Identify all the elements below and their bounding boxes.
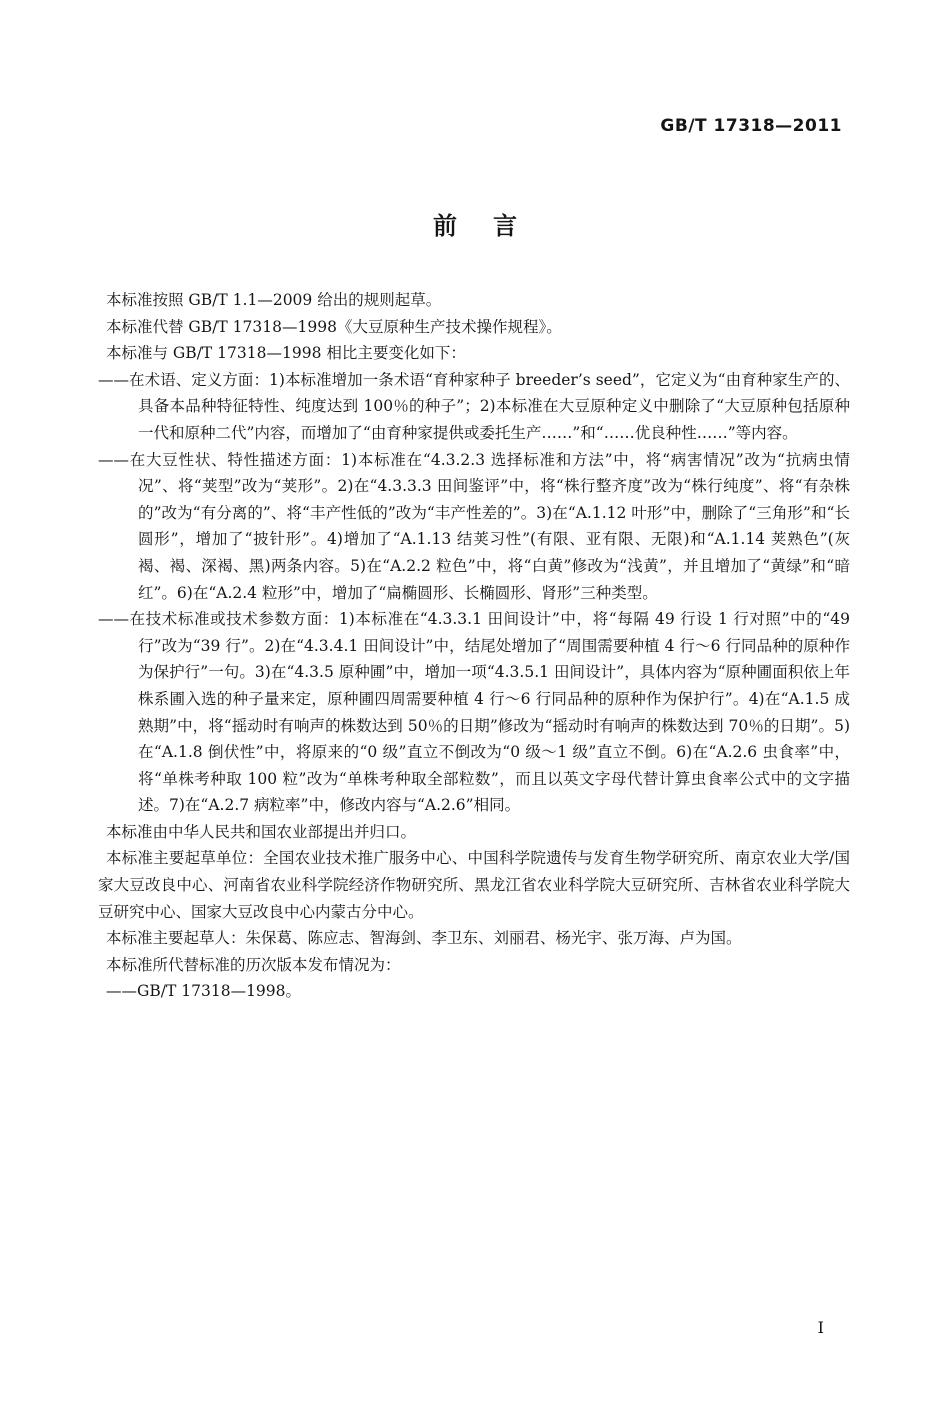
paragraph-proposed-by: 本标准由中华人民共和国农业部提出并归口。 <box>106 822 417 841</box>
change-item-terms: ——在术语、定义方面：1)本标准增加一条术语“育种家种子 breeder’s seed”，它定义为“由育种家生产的、具备本品种特征特性、纯度达到 100％的种子”；2)本标准在大豆原种定义中删除了“大豆原种包括原种一代和原种二代”内容，而增加了“由育种家提供或委托生产……”和“……优良种性……”等内容。 <box>98 370 850 442</box>
paragraph-history-item: ——GB/T 17318—1998。 <box>106 982 302 1001</box>
document-body <box>98 287 850 1005</box>
change-item-parameters: ——在技术标准或技术参数方面：1)本标准在“4.3.3.1 田间设计”中，将“每隔 49 行设 1 行对照”中的“49 行”改为“39 行”。2)在“4.3.4.1 田间设计”中，结尾处增加了“周围需要种植 4 行～6 行同品种的原种作为保护行”一句。3)在“4.3.5 原种圃”中，增加一项“4.3.5.1 田间设计”，具体内容为“原种圃面积依上年株系圃入选的种子量来定，原种圃四周需要种植 4 行～6 行同品种的原种作为保护行”。4)在“A.1.5 成熟期”中，将“摇动时有响声的株数达到 50％的日期”修改为“摇动时有响声的株数达到 70％的日期”。5)在“A.1.8 倒伏性”中，将原来的“0 级”直立不倒改为“0 级～1 级”直立不倒。6)在“A.2.6 虫食率”中，将“单株考种取 100 粒”改为“单株考种取全部粒数”，而且以英文字母代替计算虫食率公式中的文字描述。7)在“A.2.7 病粒率”中，修改内容与“A.2.6”相同。 <box>98 610 850 815</box>
page-title: 前言 <box>433 212 553 240</box>
paragraph-replaces: 本标准代替 GB/T 17318—1998《大豆原种生产技术操作规程》。 <box>106 317 562 336</box>
page-number: I <box>817 1318 824 1337</box>
paragraph-drafting-units: 本标准主要起草单位：全国农业技术推广服务中心、中国科学院遗传与发育生物学研究所、南京农业大学/国家大豆改良中心、河南省农业科学院经济作物研究所、黑龙江省农业科学院大豆研究所、吉林省农业科学院大豆研究中心、国家大豆改良中心内蒙古分中心。 <box>98 849 850 921</box>
change-item-traits: ——在大豆性状、特性描述方面：1)本标准在“4.3.2.3 选择标准和方法”中，将“病害情况”改为“抗病虫情况”、将“荚型”改为“荚形”。2)在“4.3.3.3 田间鉴评”中，将“株行整齐度”改为“株行纯度”、将“有杂株的”改为“有分离的”、将“丰产性低的”改为“丰产性差的”。3)在“A.1.12 叶形”中，删除了“三角形”和“长圆形”，增加了“披针形”。4)增加了“A.1.13 结荚习性”(有限、亚有限、无限)和“A.1.14 荚熟色”(灰褐、褐、深褐、黑)两条内容。5)在“A.2.2 粒色”中，将“白黄”修改为“浅黄”，并且增加了“黄绿”和“暗红”。6)在“A.2.4 粒形”中，增加了“扁椭圆形、长椭圆形、肾形”三种类型。 <box>98 450 850 602</box>
paragraph-history-intro: 本标准所代替标准的历次版本发布情况为： <box>106 955 401 974</box>
paragraph-drafting-rules: 本标准按照 GB/T 1.1—2009 给出的规则起草。 <box>106 291 442 309</box>
paragraph-changes-intro: 本标准与 GB/T 17318—1998 相比主要变化如下： <box>106 344 466 363</box>
standard-number: GB/T 17318—2011 <box>660 116 842 136</box>
paragraph-drafters: 本标准主要起草人：朱保葛、陈应志、智海剑、李卫东、刘丽君、杨光宇、张万海、卢为国。 <box>106 929 742 948</box>
